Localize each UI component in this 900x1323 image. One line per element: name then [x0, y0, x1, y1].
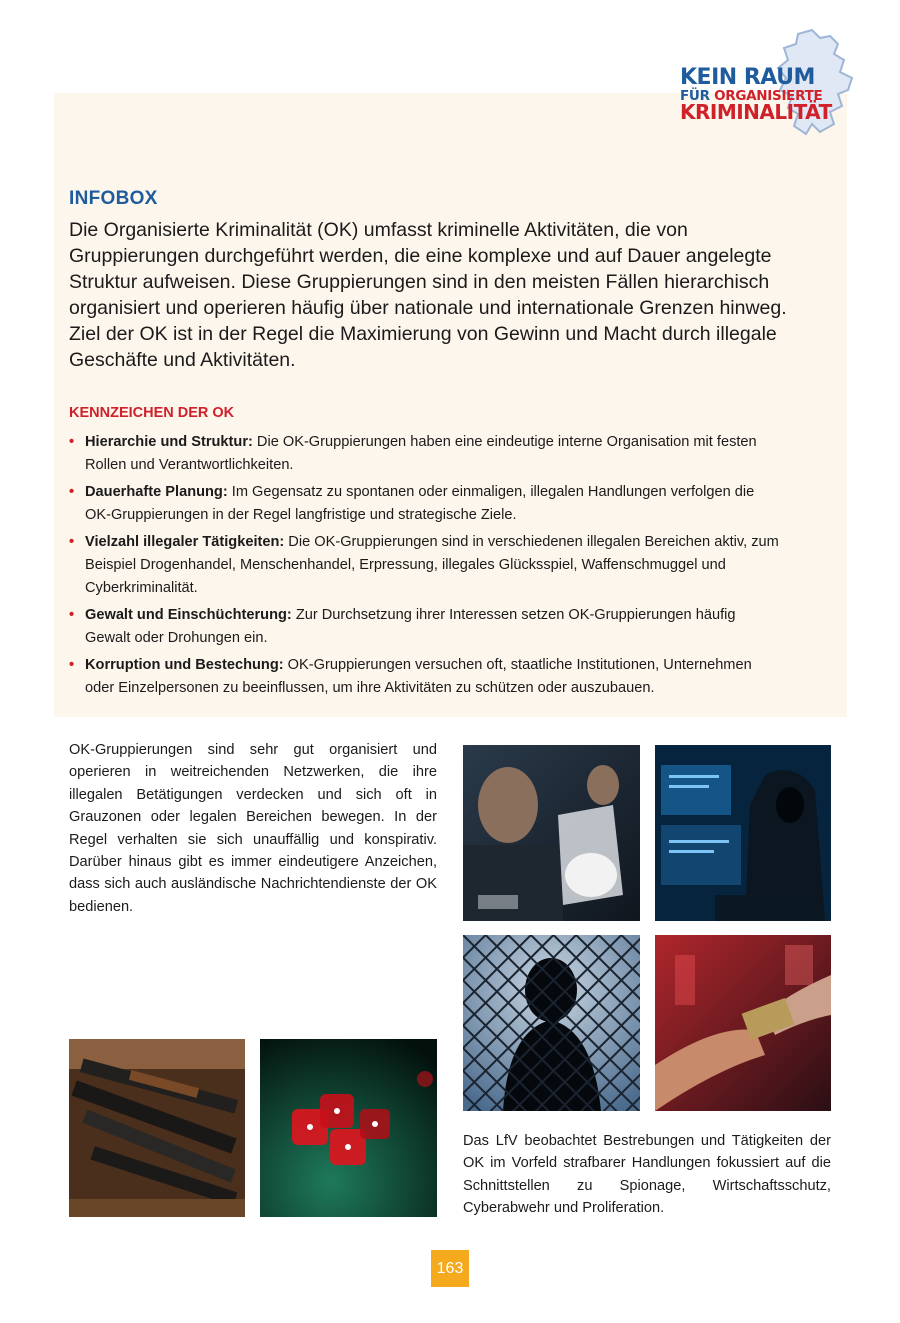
bullet-icon: •: [69, 484, 75, 500]
infobox-title: INFOBOX: [69, 188, 158, 209]
list-item-text: Die OK-Gruppierungen sind in verschiedenen illegalen Bereichen aktiv, zum Beispiel Drogenhandel, Menschenhandel, Erpressung, illegales Glücksspiel, Waffenschmuggel und Cyberkriminalität.: [85, 534, 779, 596]
photo-cybercrime: [655, 745, 831, 921]
photo-arms-smuggling: [69, 1039, 245, 1217]
list-item: [69, 604, 784, 650]
bullet-icon: •: [69, 434, 75, 450]
photo-human-trafficking: [463, 935, 640, 1111]
bullet-icon: •: [69, 657, 75, 673]
list-item: [69, 431, 784, 477]
list-item: [69, 654, 784, 700]
logo-line-3: KRIMINALITÄT: [680, 100, 832, 124]
logo-line-1: KEIN RAUM: [680, 65, 815, 90]
page-number: 163: [431, 1250, 469, 1287]
list-item-term: Vielzahl illegaler Tätigkeiten:: [85, 534, 285, 550]
list-item-text: Die OK-Gruppierungen haben eine eindeutige interne Organisation mit festen Rollen und Verantwortlichkeiten.: [85, 434, 757, 473]
features-list: [69, 431, 784, 704]
infobox-intro: Die Organisierte Kriminalität (OK) umfasst kriminelle Aktivitäten, die von Gruppierungen durchgeführt werden, die eine komplexe und auf Dauer angelegte Struktur aufweisen. Diese Gruppierungen sind in den meisten Fällen hierarchisch organisiert und operieren häufig über nationale und internationale Grenzen hinweg. Ziel der OK ist in der Regel die Maximierung von Gewinn und Macht durch illegale Geschäfte und Aktivitäten.: [69, 219, 787, 371]
bullet-icon: •: [69, 607, 75, 623]
logo-line-2a: FÜR: [680, 88, 715, 104]
photo-caption: Das LfV beobachtet Bestrebungen und Tätigkeiten der OK im Vorfeld strafbarer Handlungen fokussiert auf die Schnittstellen zu Spionage, Wirtschaftsschutz, Cyberabwehr und Proliferation.: [463, 1133, 831, 1217]
infobox-subtitle: KENNZEICHEN DER OK: [69, 405, 235, 421]
photo-illegal-gambling: [260, 1039, 437, 1217]
list-item-term: Dauerhafte Planung:: [85, 484, 228, 500]
list-item-text: Im Gegensatz zu spontanen oder einmaligen, illegalen Handlungen verfolgen die OK-Gruppierungen in der Regel langfristige und strategische Ziele.: [85, 484, 755, 523]
list-item: [69, 481, 784, 527]
list-item-text: OK-Gruppierungen versuchen oft, staatliche Institutionen, Unternehmen oder Einzelpersonen zu beeinflussen, um ihre Aktivitäten zu schützen oder auszubauen.: [85, 657, 752, 696]
list-item-term: Hierarchie und Struktur:: [85, 434, 253, 450]
list-item-text: Zur Durchsetzung ihrer Interessen setzen OK-Gruppierungen häufig Gewalt oder Drohungen ein.: [85, 607, 736, 646]
list-item: [69, 531, 784, 600]
campaign-logo: [676, 28, 866, 140]
list-item-term: Gewalt und Einschüchterung:: [85, 607, 292, 623]
list-item-term: Korruption und Bestechung:: [85, 657, 284, 673]
photo-drug-trade: [463, 745, 640, 921]
logo-line-2b: ORGANISIERTE: [714, 88, 823, 104]
body-paragraph: OK-Gruppierungen sind sehr gut organisiert und operieren in weitreichenden Netzwerken, die ihre illegalen Betätigungen verdecken und sich oft in Grauzonen oder legalen Bereichen bewegen. In der Regel verhalten sie sich unauffällig und konspirativ. Darüber hinaus gibt es immer eindeutigere Anzeichen, dass sich auch ausländische Nachrichtendienste der OK bedienen.: [69, 742, 437, 915]
photo-corruption: [655, 935, 831, 1111]
bullet-icon: •: [69, 534, 75, 550]
